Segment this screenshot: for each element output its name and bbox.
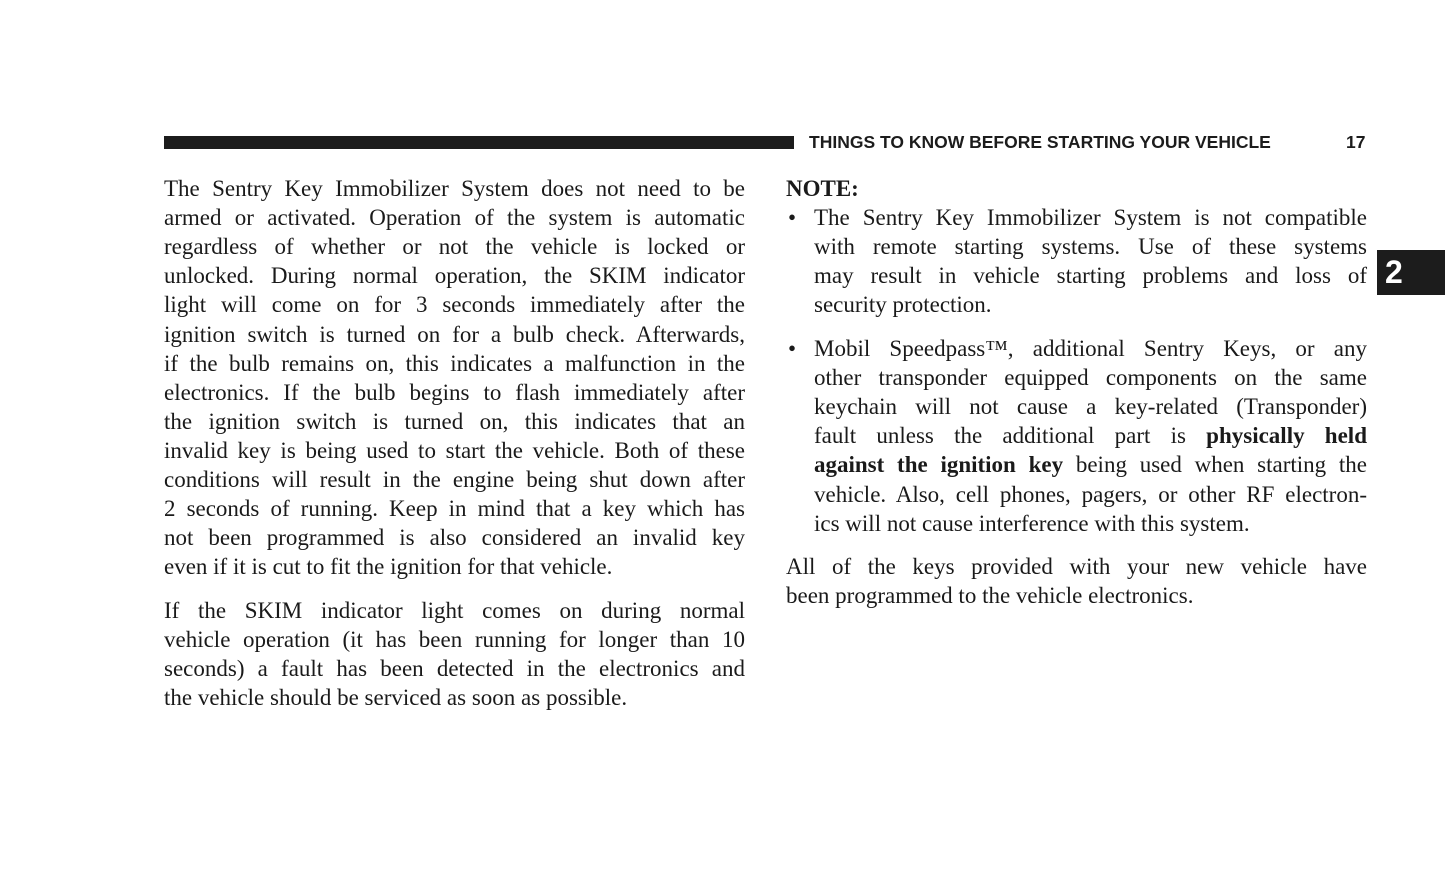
bullet-line: The Sentry Key Immobilizer System is not compatible [814,205,1367,230]
page-number: 17 [1346,132,1366,152]
bullet-line: security protection. [814,292,992,318]
paragraph-line: All of the keys provided with your new vehicle have [786,554,1367,579]
bullet-line: ics will not cause interference with this system. [814,510,1250,536]
bullet-line: may result in vehicle starting problems and loss of [814,263,1367,289]
bullet-icon: • [788,336,797,361]
paragraph-line: light will come on for 3 seconds immediately after the [164,292,745,318]
paragraph-line: the vehicle should be serviced as soon as possible. [164,685,628,711]
note-label: NOTE: [786,176,859,201]
paragraph-line: conditions will result in the engine being shut down after [164,467,745,492]
paragraph-line: if the bulb remains on, this indicates a malfunction in the [164,350,745,376]
paragraph-line: regardless of whether or not the vehicle is locked or [164,234,745,260]
paragraph-line: If the SKIM indicator light comes on during normal [164,598,745,623]
bullet-icon: • [788,205,797,230]
bullet-line: Mobil Speedpass™, additional Sentry Keys, or any [814,336,1367,361]
paragraph-line: electronics. If the bulb begins to flash immediately after [164,379,745,405]
header-rule [164,136,794,149]
paragraph-line: The Sentry Key Immobilizer System does not need to be [164,176,745,201]
paragraph-line: armed or activated. Operation of the system is automatic [164,205,745,231]
paragraph-line: vehicle operation (it has been running for longer than 10 [164,627,745,653]
section-tab: 2 [1377,250,1445,295]
bullet-line: with remote starting systems. Use of these systems [814,234,1367,260]
bullet-line: keychain will not cause a key-related (Transponder) [814,394,1367,420]
running-header: THINGS TO KNOW BEFORE STARTING YOUR VEHICLE [809,132,1271,152]
bullet-line: against the ignition key being used when starting the [814,452,1367,478]
paragraph-line: the ignition switch is turned on, this indicates that an [164,408,745,434]
paragraph-line: 2 seconds of running. Keep in mind that a key which has [164,496,745,522]
paragraph-line: not been programmed is also considered an invalid key [164,525,745,551]
paragraph-line: unlocked. During normal operation, the SKIM indicator [164,263,745,289]
bullet-line: fault unless the additional part is physically held [814,423,1367,449]
bullet-line: other transponder equipped components on the same [814,365,1367,391]
paragraph-line: even if it is cut to fit the ignition for that vehicle. [164,554,613,580]
paragraph-line: seconds) a fault has been detected in the electronics and [164,656,745,682]
paragraph-line: invalid key is being used to start the vehicle. Both of these [164,437,745,463]
paragraph-line: been programmed to the vehicle electronics. [786,583,1194,609]
paragraph-line: ignition switch is turned on for a bulb check. Afterwards, [164,321,745,347]
bullet-line: vehicle. Also, cell phones, pagers, or other RF electron- [814,481,1367,507]
